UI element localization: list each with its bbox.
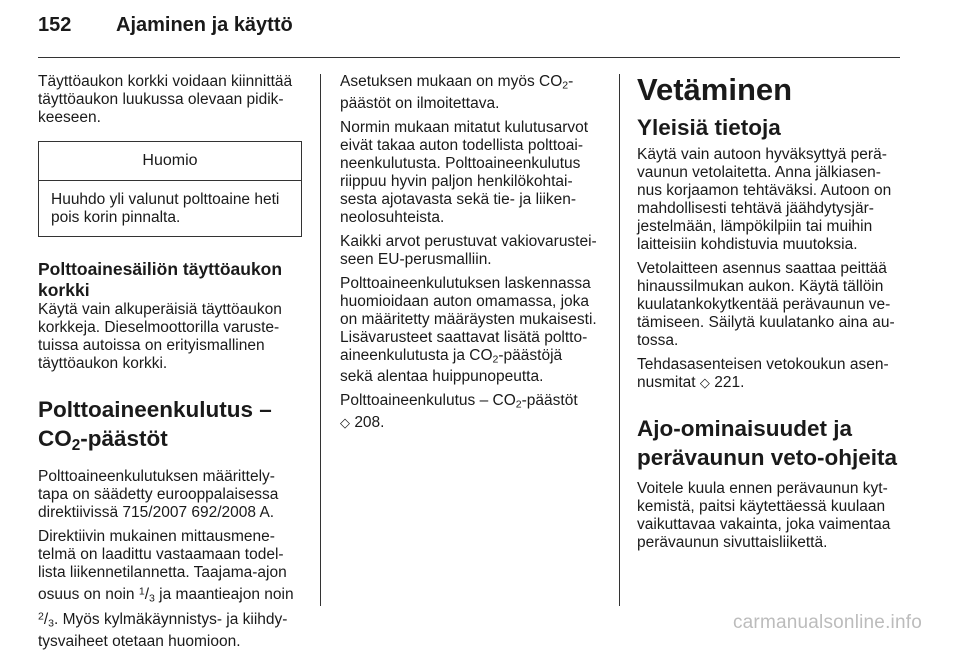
watermark: carmanualsonline.info: [732, 612, 922, 633]
section-heading-fuel-cap: Polttoainesäiliön täyttöaukon korkki: [38, 259, 283, 300]
column-1: [38, 73, 302, 657]
page-number: 152: [38, 14, 72, 36]
reference-arrow-icon: ◇: [340, 414, 350, 430]
co2-paragraph-1: Asetuksen mukaan on myös $CO_2-$ päästöt on ilmoitettava.: [340, 73, 574, 112]
reference-arrow-icon: ◇: [699, 375, 710, 390]
consumption-paragraph-1: Polttoaineenkulutuksen määrittely- tapa on säädetty eurooppalaisessa direktiivissä 715/2007 692/2008 A.: [38, 467, 279, 521]
reference-link-221[interactable]: 221.: [714, 374, 745, 391]
general-paragraph-1: Käytä vain autoon hyväksyttyä perä- vaunun vetolaitetta. Anna jälkiasen- nus korjaamon tehtäväksi. Autoon on mahdollisesti tehtävä jäähdytysjär- jestelmään, lämpökilpiin tai muihin laitteisiin kohdistuvia muutoksia.: [637, 146, 892, 253]
chapter-title: Ajaminen ja käyttö: [116, 14, 293, 36]
section-title-towing: Vetäminen: [637, 72, 793, 107]
column-2: [340, 73, 604, 438]
note-box: [38, 141, 302, 237]
column-3: [637, 73, 903, 558]
co2-paragraph-3: Kaikki arvot perustuvat vakiovarustei- seen EU-perusmalliin.: [340, 232, 597, 268]
reference-link-208[interactable]: 208.: [354, 413, 385, 431]
general-paragraph-3: Tehdasasenteisen vetokoukun asen- nusmitat ◇ 221.: [637, 356, 889, 391]
intro-paragraph: Täyttöaukon korkki voidaan kiinnittää täyttöaukon luukussa olevaan pidik- keeseen.: [38, 73, 293, 126]
co2-paragraph-5: Polttoaineenkulutus – $CO_2$-päästöt ◇ 208.: [340, 392, 578, 431]
fuel-cap-paragraph: Käytä vain alkuperäisiä täyttöaukon korkkeja. Dieselmoottorilla varuste- tuissa autoissa on erityismallinen täyttöaukon korkki.: [38, 301, 282, 372]
section-heading-fuel-consumption: Polttoaineenkulutus – $CO_2$-päästöt: [38, 397, 272, 454]
note-title: Huomio: [39, 142, 301, 181]
driving-paragraph: Voitele kuula ennen perävaunun kyt- kemistä, paitsi käytettäessä kuulaan vaikuttavaa vakainta, joka vaimentaa perävaunun sivuttaisliikettä.: [637, 480, 891, 551]
co2-paragraph-2: Normin mukaan mitatut kulutusarvot eivät takaa auton todellista polttoai- neenkulutusta. Polttoaineenkulutus riippuu hyvin paljon henkilökohtai- sesta ajotavasta sekä tie- ja liiken- neolosuhteista.: [340, 118, 589, 226]
general-paragraph-2: Vetolaitteen asennus saattaa peittää hinaussilmukan aukon. Käytä tällöin kuulatankokytkentää perävaunun ve- tämiseen. Säilytä kuulatanko aina au- tossa.: [637, 260, 895, 349]
consumption-paragraph-2: Direktiivin mukainen mittausmene- telmä on laadittu vastaamaan todel- lista liikennetilannetta. Taajama-ajon osuus on noin $^1/_3$ ja maantieajon noin $^2/_3$. Myös kylmäkäynnistys- ja kiihdy- tysvaiheet otetaan huomioon.: [38, 527, 294, 650]
section-heading-driving-characteristics: Ajo-ominaisuudet ja perävaunun veto-ohjeita: [637, 416, 898, 470]
section-heading-general: Yleisiä tietoja: [637, 115, 781, 140]
column-divider-left: [320, 74, 321, 606]
note-body: Huuhdo yli valunut polttoaine heti pois korin pinnalta.: [51, 191, 280, 226]
column-divider-right: [619, 74, 620, 606]
header-rule: [38, 57, 900, 58]
co2-paragraph-4: Polttoaineenkulutuksen laskennassa huomioidaan auton omamassa, joka on määritetty määräysten mukaisesti. Lisävarusteet saattavat lisätä poltto- aineenkulutusta ja $CO_2$-päästöjä sekä alentaa huippunopeutta.: [340, 274, 597, 386]
